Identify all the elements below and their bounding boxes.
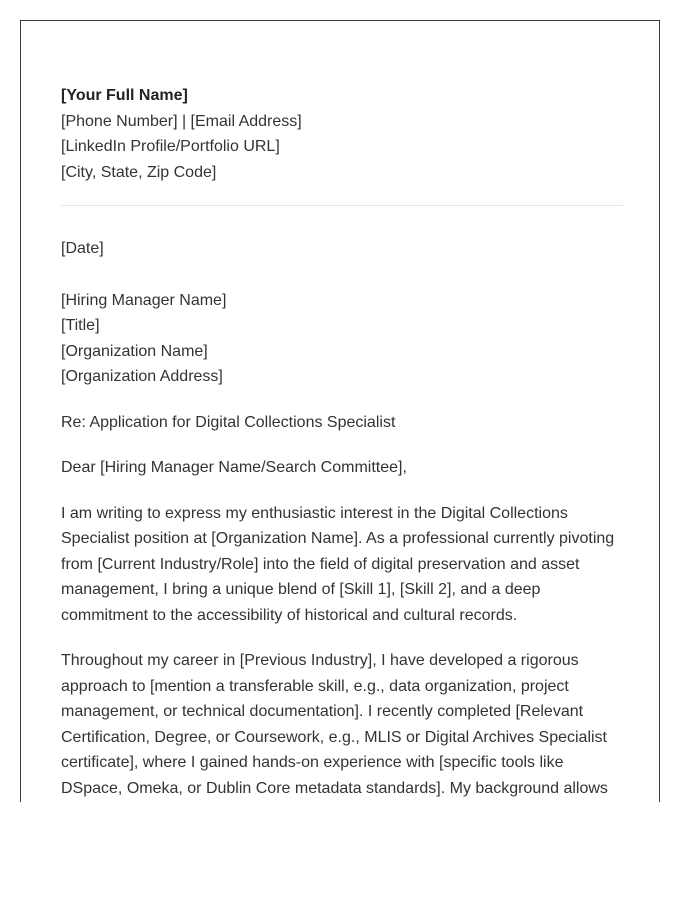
recipient-block <box>61 288 623 390</box>
recipient-organization: [Organization Name] <box>61 342 208 360</box>
header-divider <box>61 205 623 206</box>
subject-line: Re: Application for Digital Collections Specialist <box>61 413 396 431</box>
body-paragraph: I am writing to express my enthusiastic interest in the Digital Collections Specialist position at [Organization Name]. As a professional currently pivoting from [Current Industry/Role] into the field of digital preservation and asset management, I bring a unique blend of [Skill 1], [Skill 2], and a deep commitment to the accessibility of historical and cultural records. <box>61 504 615 624</box>
letter-date: [Date] <box>61 240 104 257</box>
recipient-name: [Hiring Manager Name] <box>61 291 227 309</box>
sender-location: [City, State, Zip Code] <box>61 163 217 181</box>
sender-profile-url: [LinkedIn Profile/Portfolio URL] <box>61 138 280 155</box>
sender-name: [Your Full Name] <box>61 87 188 104</box>
letter-page <box>20 20 660 802</box>
sender-header <box>61 83 623 185</box>
body-paragraph: Throughout my career in [Previous Industry], I have developed a rigorous approach to [mention a transferable skill, e.g., data organization, project management, or technical documentation]. I recently completed [Relevant Certification, Degree, or Coursework, e.g., MLIS or Digital Archives Specialist certificate], where I gained hands-on experience with [specific tools like DSpace, Omeka, or Dublin Core metadata standards]. My background allows <box>61 652 608 797</box>
salutation: Dear [Hiring Manager Name/Search Committee], <box>61 459 407 476</box>
letter-content <box>61 83 623 801</box>
recipient-address: [Organization Address] <box>61 368 223 385</box>
sender-contact: [Phone Number] | [Email Address] <box>61 112 302 130</box>
recipient-title: [Title] <box>61 317 100 334</box>
